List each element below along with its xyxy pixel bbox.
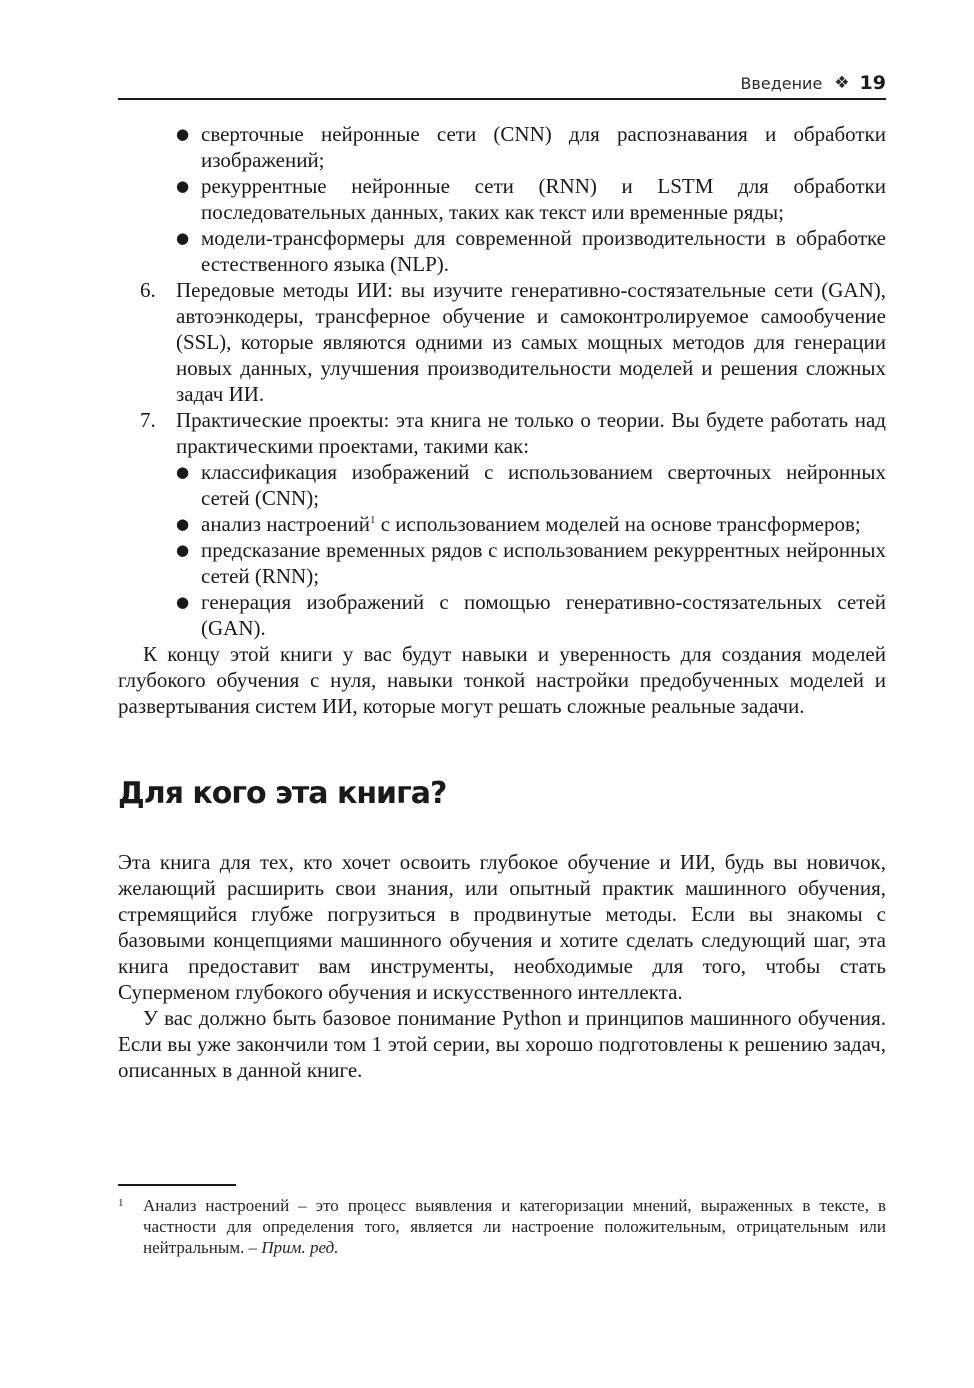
list-item: ● модели-трансформеры для современной производительности в обработке естественного языка (NLP). bbox=[176, 226, 886, 276]
section-heading: Для кого эта книга? bbox=[118, 776, 447, 811]
project-bullet-list bbox=[176, 459, 886, 641]
intro-bullet-list bbox=[118, 121, 886, 277]
bullet-icon: ● bbox=[176, 177, 190, 195]
footnote bbox=[118, 1195, 886, 1258]
footnote-number: 1 bbox=[118, 1197, 124, 1209]
numbered-item-7 bbox=[118, 407, 886, 641]
page-number: 19 bbox=[859, 72, 886, 94]
diamond-ornament-icon: ❖ bbox=[834, 73, 850, 93]
editor-note: Прим. ред. bbox=[261, 1238, 339, 1257]
list-item: ● классификация изображений с использованием сверточных нейронных сетей (CNN); bbox=[176, 460, 886, 510]
numbered-item-6 bbox=[118, 277, 886, 407]
bullet-icon: ● bbox=[176, 463, 190, 481]
bullet-icon: ● bbox=[176, 229, 190, 247]
item-text: Практические проекты: эта книга не только о теории. Вы будете работать над практическими проектами, такими как: bbox=[176, 408, 886, 458]
list-item: ● генерация изображений с помощью генеративно-состязательных сетей (GAN). bbox=[176, 590, 886, 640]
list-number: 6. bbox=[140, 278, 156, 302]
numbered-list bbox=[118, 277, 886, 641]
list-item: ● сверточные нейронные сети (CNN) для распознавания и обработки изображений; bbox=[176, 122, 886, 172]
bullet-icon: ● bbox=[176, 125, 190, 143]
item-text: Передовые методы ИИ: вы изучите генеративно-состязательные сети (GAN), автоэнкодеры, трансферное обучение и самоконтролируемое самообучение (SSL), которые являются одними из самых мощных методов для генерации новых данных, улучшения производительности моделей и решения сложных задач ИИ. bbox=[176, 278, 886, 406]
footnote-rule bbox=[118, 1184, 236, 1186]
section-paragraph: Эта книга для тех, кто хочет освоить глубокое обучение и ИИ, будь вы новичок, желающий расширить свои знания, или опытный практик машинного обучения, стремящийся глубже погрузиться в продвинутые методы. Если вы знакомы с базовыми концепциями машинного обучения и хотите сделать следующий шаг, эта книга предоставит вам инструменты, необходимые для того, чтобы стать Суперменом глубокого обучения и искусственного интеллекта. bbox=[118, 850, 886, 1004]
section-paragraph: У вас должно быть базовое понимание Python и принципов машинного обучения. Если вы уже закончили том 1 этой серии, вы хорошо подготовлены к решению задач, описанных в данной книге. bbox=[118, 1006, 886, 1082]
bullet-icon: ● bbox=[176, 515, 190, 533]
header-rule bbox=[118, 98, 886, 100]
running-header bbox=[118, 70, 886, 96]
bullet-icon: ● bbox=[176, 541, 190, 559]
list-number: 7. bbox=[140, 408, 156, 432]
footnote-text: Анализ настроений – это процесс выявления и категоризации мнений, выраженных в тексте, в частности для определения того, является ли настроение положительным, отрицательным или нейтральным. – Прим. ред. bbox=[143, 1196, 886, 1257]
bullet-icon: ● bbox=[176, 593, 190, 611]
list-item: ● рекуррентные нейронные сети (RNN) и LSTM для обработки последовательных данных, таких как текст или временные ряды; bbox=[176, 174, 886, 224]
closing-paragraph: К концу этой книги у вас будут навыки и уверенность для создания моделей глубокого обучения с нуля, навыки тонкой настройки предобученных моделей и развертывания систем ИИ, которые могут решать сложные реальные задачи. bbox=[118, 642, 886, 718]
list-item: ● анализ настроений$^1$ с использованием моделей на основе трансформеров; bbox=[176, 512, 861, 536]
running-header-section: Введение bbox=[740, 73, 823, 93]
list-item: ● предсказание временных рядов с использованием рекуррентных нейронных сетей (RNN); bbox=[176, 538, 886, 588]
page-content bbox=[118, 121, 886, 1083]
footnote-reference[interactable]: 1 bbox=[369, 514, 376, 526]
